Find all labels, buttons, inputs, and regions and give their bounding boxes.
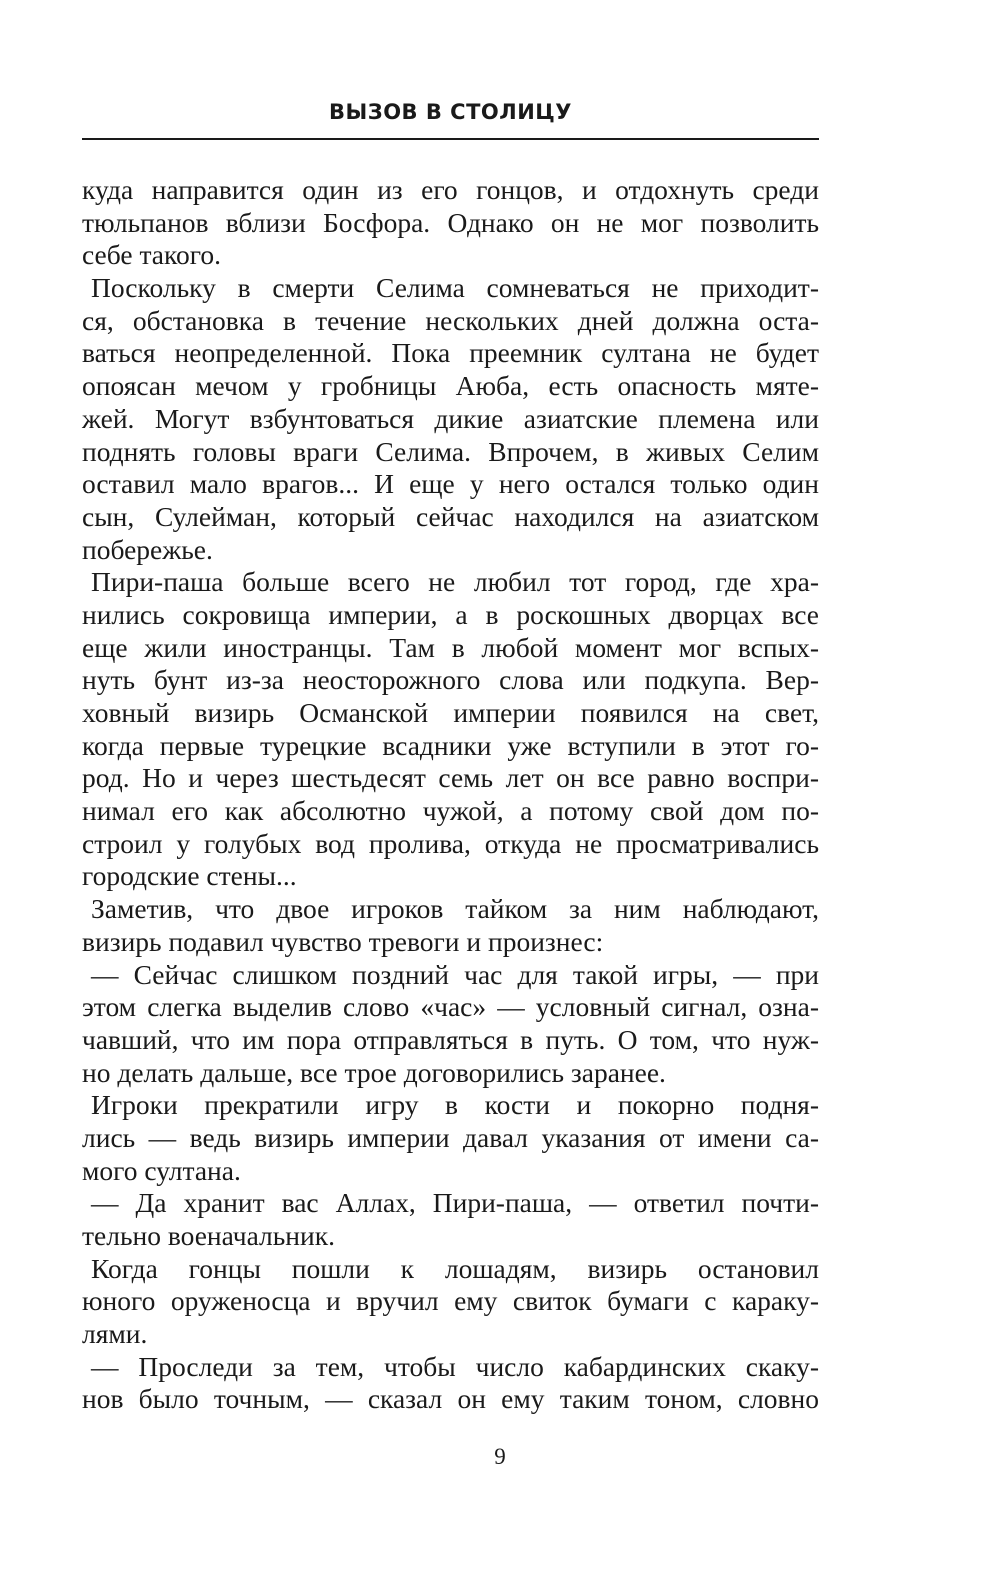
- text-line: юного оруженосца и вручил ему свиток бумаги с караку-: [82, 1285, 819, 1317]
- running-header: ВЫЗОВ В СТОЛИЦУ: [329, 100, 572, 124]
- text-line: куда направится один из его гонцов, и отдохнуть среди: [82, 174, 819, 205]
- text-line: чавший, что им пора отправляться в путь. О том, что нуж-: [82, 1023, 819, 1055]
- text-line: ховный визирь Османской империи появился на свет,: [82, 697, 819, 728]
- text-line: оставил мало врагов... И еще у него остался только один: [82, 468, 819, 500]
- text-line: визирь подавил чувство тревоги и произнес:: [82, 925, 604, 957]
- text-line: сын, Сулейман, который сейчас находился на азиатском: [82, 500, 819, 532]
- text-line: нимал его как абсолютно чужой, а потому свой дом по-: [82, 795, 819, 827]
- text-line: строил у голубых вод пролива, откуда не просматривались: [82, 827, 819, 859]
- text-line: — Сейчас слишком поздний час для такой игры, — при: [91, 958, 819, 990]
- text-line: тюльпанов вблизи Босфора. Однако он не мог позволить: [82, 206, 819, 238]
- text-line: еще жили иностранцы. Там в любой момент мог вспых-: [82, 631, 819, 663]
- text-line: этом слегка выделив слово «час» — условный сигнал, озна-: [82, 991, 819, 1023]
- text-line: ся, обстановка в течение нескольких дней должна оста-: [82, 304, 819, 336]
- text-line: Игроки прекратили игру в кости и покорно подня-: [91, 1089, 819, 1121]
- text-line: род. Но и через шестьдесят семь лет он все равно воспри-: [82, 762, 819, 794]
- text-line: Когда гонцы пошли к лошадям, визирь остановил: [91, 1252, 819, 1284]
- text-line: нуть бунт из-за неосторожного слова или подкупа. Вер-: [82, 664, 819, 696]
- text-line: мого султана.: [82, 1154, 241, 1186]
- page-number: 9: [494, 1444, 506, 1469]
- text-line: ваться неопределенной. Пока преемник султана не будет: [82, 337, 819, 369]
- text-line: — Проследи за тем, чтобы число кабардинских скаку-: [91, 1350, 819, 1382]
- text-line: Пири-паша больше всего не любил тот город, где хра-: [91, 566, 819, 598]
- text-line: когда первые турецкие всадники уже вступили в этот го-: [82, 729, 819, 761]
- text-line: городские стены...: [82, 860, 297, 892]
- text-line: Заметив, что двое игроков тайком за ним наблюдают,: [91, 893, 819, 925]
- text-line: жей. Могут взбунтоваться дикие азиатские племена или: [82, 402, 819, 434]
- text-line: себе такого.: [82, 239, 221, 271]
- body-text: [82, 174, 819, 1416]
- text-line: нов было точным, — сказал он ему таким тоном, словно: [82, 1383, 819, 1415]
- text-line: — Да хранит вас Аллах, Пири-паша, — ответил почти-: [91, 1187, 819, 1219]
- text-line: лись — ведь визирь империи давал указания от имени са-: [82, 1121, 819, 1153]
- text-line: Поскольку в смерти Селима сомневаться не приходит-: [91, 272, 819, 304]
- text-line: тельно военачальник.: [82, 1220, 335, 1251]
- text-line: нились сокровища империи, а в роскошных дворцах все: [82, 598, 819, 630]
- text-line: но делать дальше, все трое договорились заранее.: [82, 1056, 666, 1088]
- text-line: опоясан мечом у гробницы Аюба, есть опасность мяте-: [82, 370, 819, 402]
- text-line: побережье.: [82, 533, 213, 565]
- text-line: поднять головы враги Селима. Впрочем, в живых Селим: [82, 435, 819, 467]
- header-rule: [82, 138, 819, 140]
- text-line: лями.: [82, 1318, 148, 1350]
